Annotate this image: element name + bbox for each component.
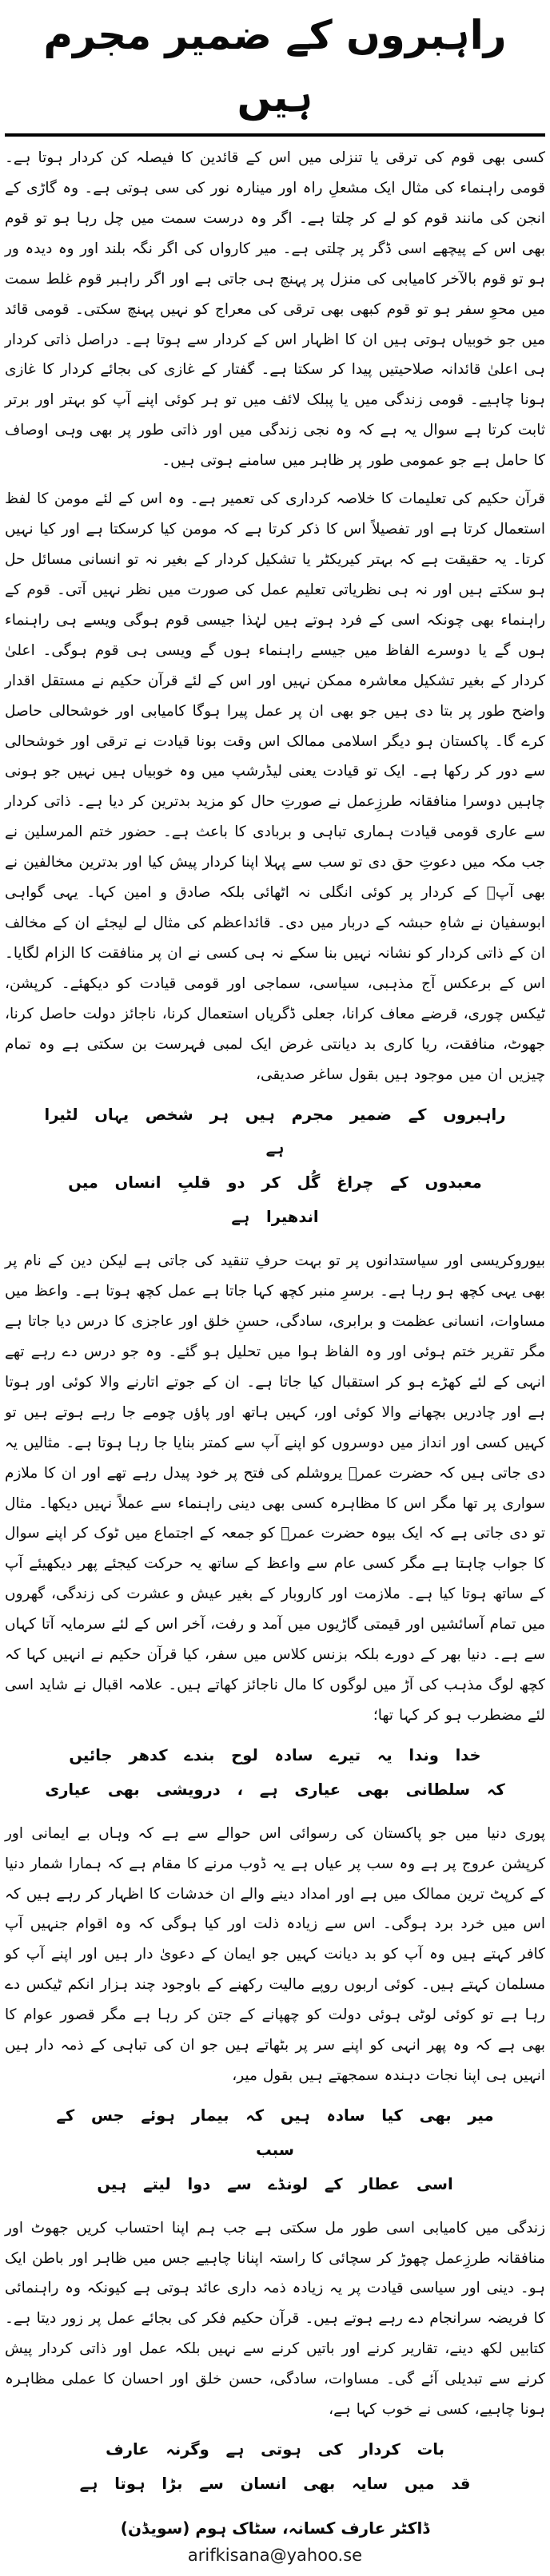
couplet-line: کہ سلطانی بھی عیاری ہے ، درویشی بھی عیاری bbox=[45, 1780, 505, 1799]
paragraph-4: پوری دنیا میں جو پاکستان کی رسوائی اس حوالے سے ہے کہ وہاں بے ایمانی اور کرپشن عروج پر ہے وہ سب پر عیاں ہے یہ ڈوب مرنے کا مقام ہے کہ ہمارا شمار دنیا کے کرپٹ ترین ممالک میں ہے اور امداد دینے والے ان خدشات کا اظہار کر رہے ہیں کہ اس میں خرد برد ہوگی۔ اس سے زیادہ ذلت اور کیا ہوگی کہ وہ اقوام جنہیں آپ کافر کہتے ہیں وہ آپ کو بد دیانت کہیں جو ایمان کے دعویٰ دار ہیں اور اپنے آپ کو مسلمان کہتے ہیں۔ کوئی اربوں روپے مالیت رکھنے کے باوجود چند ہزار انکم ٹیکس دے رہا ہے تو کوئی لوٹی ہوئی دولت کو چھپانے کے جتن کر رہا ہے مگر قصور عوام کا بھی ہے کہ وہ پھر انہی کو اپنے سر پر بٹھاتے ہیں جو ان کی تباہی کے ذمہ دار ہیں انہیں ہی اپنا نجات دہندہ سمجھتے ہیں بقول میر، bbox=[5, 1824, 545, 2085]
author-email: arifkisana@yahoo.se bbox=[187, 2545, 363, 2565]
couplet-line: بات کردار کی ہوتی ہے وگرنہ عارف bbox=[106, 2440, 444, 2459]
title-divider bbox=[5, 133, 545, 137]
couplet-arif bbox=[37, 2433, 513, 2502]
couplet-mir bbox=[37, 2099, 513, 2202]
author-byline: ڈاکٹر عارف کسانہ، سٹاک ہوم (سویڈن) bbox=[120, 2518, 430, 2538]
couplet-allama-iqbal bbox=[37, 1739, 513, 1808]
couplet-saghar-siddiqui bbox=[37, 1098, 513, 1236]
article-title: راہبروں کے ضمیر مجرم ہیں bbox=[43, 12, 507, 121]
paragraph-1: کسی بھی قوم کی ترقی یا تنزلی میں اس کے قائدین کا فیصلہ کن کردار ہوتا ہے۔ قومی راہنماء کی مثال ایک مشعلِ راہ اور مینارہ نور کی سی ہوتی ہے۔ وہ گاڑی کے انجن کی مانند قوم کو لے کر چلتا ہے۔ اگر وہ درست سمت میں چل رہا ہو تو قوم بھی اس کے پیچھے اسی ڈگر پر چلتی ہے۔ میر کارواں کی اگر نگہ بلند اور وہ دیدہ ور ہو تو قوم بالآخر کامیابی کی منزل پر پہنچ ہی جاتی ہے اور اگر راہبر قوم غلط سمت میں محوِ سفر ہو تو قوم کبھی بھی ترقی کی معراج کو نہیں پہنچ سکتی۔ قومی قائد میں جو خوبیاں ہوتی ہیں ان کا اظہار اس کے کردار سے ہوتا ہے۔ دراصل ذاتی کردار ہی اعلیٰ قائدانہ صلاحیتیں پیدا کر سکتا ہے۔ گفتار کے غازی کی بجائے کردار کا غازی ہونا چاہیے۔ قومی زندگی میں یا پبلک لائف میں تو ہر کوئی اپنے آپ کو بہتر اور برتر ثابت کرتا ہے سوال یہ ہے کہ وہ نجی زندگی میں اور ذاتی طور پر بھی وہی اوصاف کا حامل ہے جو عمومی طور پر ظاہر میں سامنے ہوتی ہیں۔ bbox=[5, 149, 545, 470]
couplet-line: اسی عطار کے لونڈے سے دوا لیتے ہیں bbox=[97, 2174, 453, 2193]
paragraph-3: بیوروکریسی اور سیاستدانوں پر تو بہت حرفِ تنقید کی جاتی ہے لیکن دین کے نام پر بھی یہی کچھ ہو رہا ہے۔ برسرِ منبر کچھ کہا جاتا ہے عمل کچھ ہوتا ہے۔ واعظ میں مساوات، انسانی عظمت و برابری، سادگی، حسنِ خلق اور عاجزی کا درس دیا جاتا ہے مگر تقریر ختم ہوئی اور وہ الفاظ ہوا میں تحلیل ہو گئے۔ وہ جو درس دے رہے تھے انہی کے لئے کھڑے ہو کر استقبال کیا جاتا ہے۔ ان کے جوتے اتارنے والا کوئی اور ہوتا ہے اور چادریں بچھانے والا کوئی اور، کہیں ہاتھ اور پاؤں چومے جا رہے ہوتے ہیں تو کہیں کسی اور انداز میں دوسروں کو اپنے آپ سے کمتر بنایا جا رہا ہوتا ہے۔ مثالیں یہ دی جاتی ہیں کہ حضرت عمرؓ یروشلم کی فتح پر خود پیدل رہے تھے اور ان کا ملازم سواری پر تھا مگر اس کا مظاہرہ کسی بھی دینی راہنماء سے عملاً نہیں دیکھا۔ مثال تو دی جاتی ہے کہ ایک بیوہ حضرت عمرؓ کو جمعہ کے اجتماع میں ٹوک کر اپنے سوال کا جواب چاہتا ہے مگر کسی عام سے واعظ کے ساتھ یہ حرکت کیجئے پھر دیکھیئے آپ کے ساتھ ہوتا کیا ہے۔ ملازمت اور کاروبار کے بغیر عیش و عشرت کی زندگی، گھروں میں تمام آسائشیں اور قیمتی گاڑیوں میں آمد و رفت، آخر اس کے لئے سرمایہ آتا کہاں سے ہے۔ دنیا بھر کے دورے بلکہ بزنس کلاس میں سفر، کیا قرآن حکیم نے انہیں کہا کہ کچھ لوگ مذہب کی آڑ میں لوگوں کا مال ناجائز کھاتے ہیں۔ علامہ اقبال نے شاید اسی لئے مضطرب ہو کر کہا تھا؛ bbox=[5, 1252, 545, 1724]
article-masthead bbox=[5, 3, 545, 133]
couplet-line: قد میں سایہ بھی انسان سے بڑا ہوتا ہے bbox=[79, 2474, 471, 2493]
couplet-line: میر بھی کیا سادہ ہیں کہ بیمار ہوئے جس کے سبب bbox=[56, 2106, 494, 2159]
couplet-line: خدا وندا یہ تیرے سادہ لوح بندے کدھر جائیں bbox=[69, 1745, 481, 1764]
couplet-line: راہبروں کے ضمیر مجرم ہیں ہر شخص یہاں لٹیرا ہے bbox=[44, 1105, 506, 1158]
paragraph-2: قرآن حکیم کی تعلیمات کا خلاصہ کرداری کی تعمیر ہے۔ وہ اس کے لئے مومن کا لفظ استعمال کرتا ہے اور تفصیلاً اس کا ذکر کرتا ہے کہ مومن کیا کرسکتا ہے اور کیا نہیں کرتا۔ یہ حقیقت ہے کہ بہتر کیریکٹر یا تشکیل کردار کے بغیر نہ تو انسانی مسائل حل ہو سکتے ہیں اور نہ ہی نظریاتی تعلیم عمل کی صورت میں نظر نہیں آتی۔ قوم کے راہنماء بھی چونکہ اسی کے فرد ہوتے ہیں لہٰذا جیسی قوم ہوگی ویسے ہی راہنماء ہوں گے یا دوسرے الفاظ میں جیسے راہنماء ہوں گے ویسی ہی قوم ہوگی۔ اعلیٰ کردار کے بغیر تشکیل معاشرہ ممکن نہیں اور اس کے لئے قرآن حکیم نے مستقل اقدار واضح طور پر بتا دی ہیں جو بھی ان پر عمل پیرا ہوگا کامیابی اور خوشحالی حاصل کرے گا۔ پاکستان ہو دیگر اسلامی ممالک اس وقت بونا قیادت نے ترقی اور خوشحالی سے دور کر رکھا ہے۔ ایک تو قیادت یعنی لیڈرشپ میں وہ خوبیاں ہیں نہیں جو ہونی چاہیں دوسرا منافقانہ طرزِعمل نے صورتِ حال کو مزید بدترین کر دیا ہے۔ ذاتی کردار سے عاری قومی قیادت ہماری تباہی و بربادی کا باعث ہے۔ حضور ختم المرسلین نے جب مکہ میں دعوتِ حق دی تو سب سے پہلا اپنا کردار پیش کیا اور بدترین مخالفین نے بھی آپؐ کے کردار پر کوئی انگلی نہ اٹھائی بلکہ صادق و امین کہا۔ یہی گواہی ابوسفیان نے شاہِ حبشہ کے دربار میں دی۔ قائداعظم کی مثال لے لیجئے ان کے مخالف ان کے ذاتی کردار کو نشانہ نہیں بنا سکے نہ ہی کسی نے ان پر منافقت کا الزام لگایا۔ اس کے برعکس آج مذہبی، سیاسی، سماجی اور قومی قیادت کو دیکھئے۔ کرپشن، ٹیکس چوری، قرضے معاف کرانا، جعلی ڈگریاں استعمال کرنا، ناجائز دولت حاصل کرنا، جھوٹ، منافقت، ریا کاری بد دیانتی غرض ایک لمبی فہرست بن سکتی ہے وہ تمام چیزیں ان میں موجود ہیں بقول ساغر صدیقی، bbox=[5, 490, 545, 1083]
paragraph-5: زندگی میں کامیابی اسی طور مل سکتی ہے جب ہم اپنا احتساب کریں جھوٹ اور منافقانہ طرزِعمل چھوڑ کر سچائی کا راستہ اپنانا چاہیے جس میں ظاہر اور باطن ایک ہو۔ دینی اور سیاسی قیادت پر یہ زیادہ ذمہ داری عائد ہوتی ہے کیونکہ وہ راہنمائی کا فریضہ سرانجام دے رہے ہوتے ہیں۔ قرآن حکیم فکر کی بجائے عمل پر زور دیتا ہے۔ کتابیں لکھ دینے، تقاریر کرنے اور باتیں کرنے سے نہیں بلکہ عمل اور ذاتی کردار پیش کرنے سے تبدیلی آئے گی۔ مساوات، سادگی، حسن خلق اور احسان کا عملی مظاہرہ ہونا چاہیے، کسی نے خوب کہا ہے، bbox=[5, 2219, 545, 2419]
article-footer bbox=[5, 2513, 545, 2569]
couplet-line: معبدوں کے چراغ گُل کر دو قلبِ انساں میں اندھیرا ہے bbox=[68, 1173, 482, 1227]
